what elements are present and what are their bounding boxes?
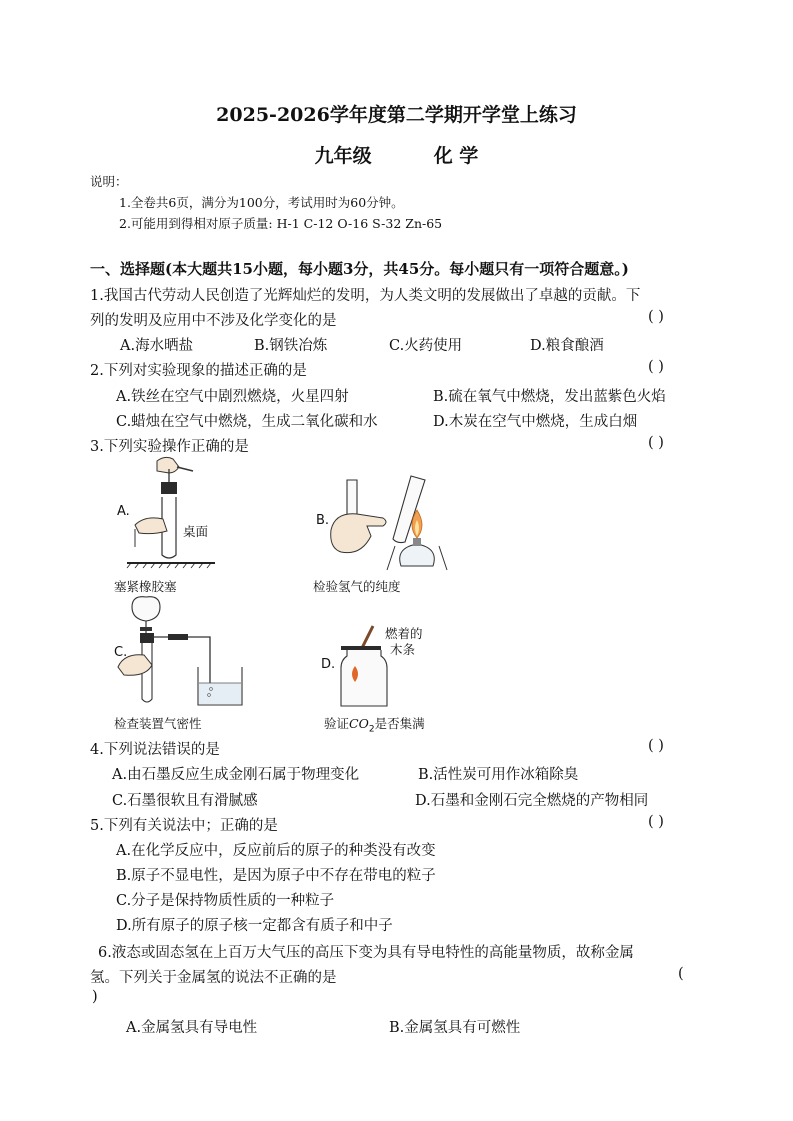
q6-stem-line2: 氢。下列关于金属氢的说法不正确的是	[90, 970, 337, 986]
page-subtitle	[0, 141, 793, 168]
q5-answer-blank: ( )	[648, 814, 664, 830]
figure-a-letter: A.	[117, 504, 130, 519]
note-item-2: 2.可能用到得相对原子质量: H-1 C-12 O-16 S-32 Zn-65	[119, 216, 443, 231]
q2-option-b: B.硫在氧气中燃烧，发出蓝紫色火焰	[433, 389, 666, 405]
q2-stem: 2.下列对实验现象的描述正确的是	[90, 363, 307, 379]
figure-a-desk-note: 桌面	[183, 524, 209, 539]
q6-option-b: B.金属氢具有可燃性	[389, 1020, 521, 1036]
figure-d-note-line2: 木条	[390, 642, 416, 657]
q2-option-c: C.蜡烛在空气中燃烧，生成二氧化碳和水	[116, 414, 378, 430]
section-heading: 一、选择题(本大题共15小题，每小题3分，共45分。每小题只有一项符合题意。)	[90, 260, 629, 278]
q6-paren-open: (	[678, 966, 684, 982]
q5-option-c: C.分子是保持物质性质的一种粒子	[116, 893, 335, 909]
q2-option-a: A.铁丝在空气中剧烈燃烧，火星四射	[116, 389, 349, 405]
q4-option-d: D.石墨和金刚石完全燃烧的产物相同	[415, 793, 649, 809]
q1-stem-line2: 列的发明及应用中不涉及化学变化的是	[90, 313, 337, 329]
page-title: 2025-2026学年度第二学期开学堂上练习	[216, 104, 577, 126]
figure-d-caption: 验证$CO_2$是否集满	[324, 716, 425, 735]
figure-c-illustration	[112, 595, 262, 710]
q5-stem: 5.下列有关说法中；正确的是	[90, 818, 278, 834]
figure-b-caption: 检验氢气的纯度	[313, 579, 401, 594]
q2-option-d: D.木炭在空气中燃烧，生成白烟	[433, 414, 638, 430]
figure-d-letter: D.	[321, 657, 336, 672]
q1-option-b: B.钢铁冶炼	[254, 338, 328, 354]
q3-answer-blank: ( )	[648, 435, 664, 451]
q4-answer-blank: ( )	[648, 738, 664, 754]
q3-stem: 3.下列实验操作正确的是	[90, 439, 249, 455]
q5-option-d: D.所有原子的原子核一定都含有质子和中子	[116, 918, 393, 934]
q4-option-b: B.活性炭可用作冰箱除臭	[418, 767, 579, 783]
q1-stem-line1: 1.我国古代劳动人民创造了光辉灿烂的发明，为人类文明的发展做出了卓越的贡献。下	[90, 288, 641, 304]
figure-b-letter: B.	[316, 513, 330, 528]
figure-b-illustration	[325, 470, 465, 575]
q5-option-b: B.原子不显电性，是因为原子中不存在带电的粒子	[116, 868, 436, 884]
q1-answer-blank: ( )	[648, 309, 664, 325]
q5-option-a: A.在化学反应中，反应前后的原子的种类没有改变	[116, 843, 436, 859]
note-item-1: 1.全卷共6页，满分为100分，考试用时为60分钟。	[119, 195, 404, 210]
q1-option-a: A.海水晒盐	[120, 338, 194, 354]
subject-label: 化 学	[433, 145, 479, 167]
figure-c-letter: C.	[114, 645, 128, 660]
figure-d-note-line1: 燃着的	[385, 626, 423, 641]
q1-option-d: D.粮食酿酒	[530, 338, 604, 354]
q6-stem-line1: 6.液态或固态氢在上百万大气压的高压下变为具有导电特性的高能量物质，故称金属	[98, 945, 634, 961]
figure-a-caption: 塞紧橡胶塞	[114, 579, 177, 594]
notes-label: 说明：	[90, 174, 128, 189]
grade-label: 九年级	[314, 145, 372, 167]
figure-a-illustration	[115, 455, 225, 575]
q6-option-a: A.金属氢具有导电性	[126, 1020, 258, 1036]
q2-answer-blank: ( )	[648, 359, 664, 375]
q4-option-c: C.石墨很软且有滑腻感	[112, 793, 258, 809]
q1-option-c: C.火药使用	[389, 338, 463, 354]
figure-c-caption: 检查装置气密性	[114, 716, 202, 731]
q4-option-a: A.由石墨反应生成金刚石属于物理变化	[112, 767, 360, 783]
q4-stem: 4.下列说法错误的是	[90, 742, 220, 758]
q6-paren-close: )	[92, 989, 98, 1005]
